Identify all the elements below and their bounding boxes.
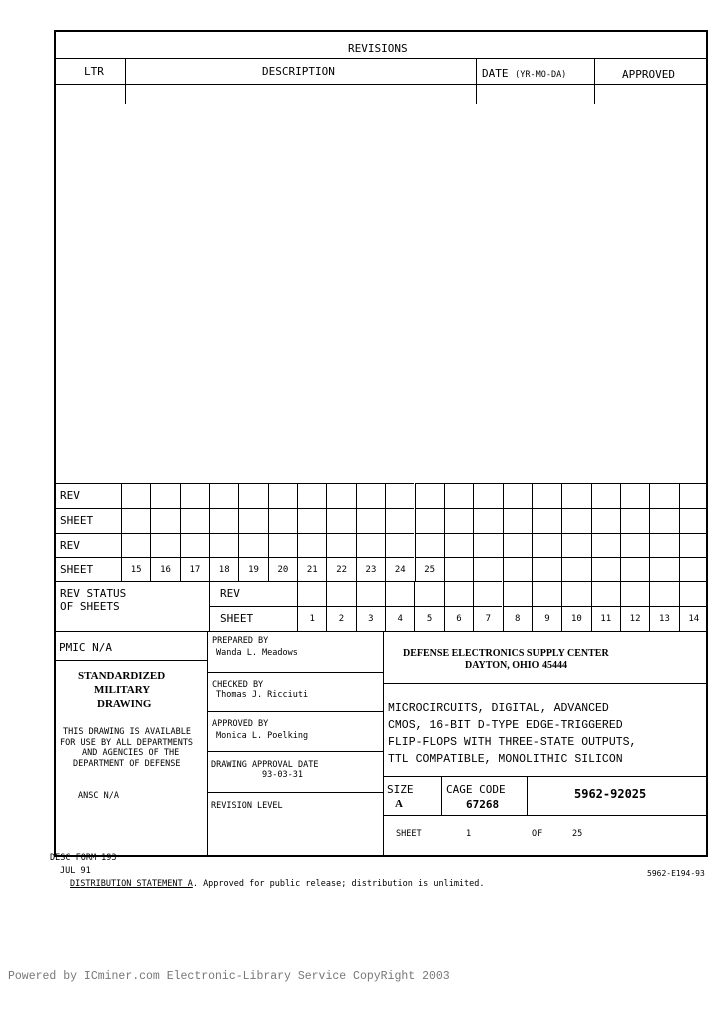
rev-cell <box>209 483 238 508</box>
rev-cell <box>444 483 473 508</box>
rev-cell <box>591 508 620 533</box>
sheet-number-cell: 4 <box>385 606 414 631</box>
rev-cell <box>356 581 385 606</box>
sheet-number-cell: 11 <box>591 606 620 631</box>
of-label: OF <box>532 829 543 839</box>
sheet-label: SHEET <box>396 829 422 839</box>
distribution-label: DISTRIBUTION STATEMENT A <box>70 879 193 889</box>
drawing-number: 5962-92025 <box>574 787 647 801</box>
divider <box>527 776 528 815</box>
rev-cell <box>532 533 561 557</box>
rev-cell <box>121 508 150 533</box>
sheet-number-cell: 5 <box>414 606 443 631</box>
rev-cell <box>620 483 649 508</box>
prepared-label: PREPARED BY <box>212 636 269 646</box>
sheet-number-cell: 14 <box>679 606 708 631</box>
rev-cell <box>503 483 532 508</box>
rev-cell <box>620 533 649 557</box>
rev-cell <box>532 508 561 533</box>
divider <box>55 58 708 59</box>
rev-cell <box>180 508 209 533</box>
divider <box>207 792 383 793</box>
sheet-number-cell: 21 <box>297 557 326 581</box>
rev-cell <box>150 483 179 508</box>
rev-cell <box>591 581 620 606</box>
rev-cell <box>415 508 444 533</box>
rev-cell <box>503 581 532 606</box>
sheet-number-cell: 18 <box>209 557 238 581</box>
rev-cell <box>444 557 473 581</box>
sheet-number-cell: 15 <box>121 557 150 581</box>
title-line-2: CMOS, 16-BIT D-TYPE EDGE-TRIGGERED <box>388 719 623 732</box>
rev-cell <box>679 581 708 606</box>
divider <box>207 751 383 752</box>
rev-cell <box>473 581 502 606</box>
rev-cell <box>121 483 150 508</box>
rev-cell <box>415 483 444 508</box>
sheet-number-cell: 8 <box>503 606 532 631</box>
rev-cell <box>620 581 649 606</box>
sheet-label: SHEET <box>209 606 297 631</box>
revision-level-label: REVISION LEVEL <box>211 801 283 811</box>
sheet-number-cell: 16 <box>150 557 179 581</box>
approval-date: 93-03-31 <box>262 770 303 780</box>
form-number: DESC FORM 193 <box>50 853 117 863</box>
rev-cell <box>532 557 561 581</box>
title-line-4: TTL COMPATIBLE, MONOLITHIC SILICON <box>388 753 623 766</box>
avail-2: FOR USE BY ALL DEPARTMENTS <box>60 738 194 748</box>
rev-label: REV <box>209 581 297 606</box>
rev-cell <box>532 483 561 508</box>
divider <box>207 672 383 673</box>
sheet-number-cell: 6 <box>444 606 473 631</box>
size-label: SIZE <box>387 783 414 796</box>
rev-cell <box>473 508 502 533</box>
rev-cell <box>385 533 414 557</box>
sheet-number-cell: 10 <box>561 606 590 631</box>
sheet-number-cell: 13 <box>649 606 678 631</box>
std-line-2: MILITARY <box>94 684 151 696</box>
divider <box>594 58 595 104</box>
rev-cell <box>385 483 414 508</box>
title-line-3: FLIP-FLOPS WITH THREE-STATE OUTPUTS, <box>388 736 637 749</box>
rev-cell <box>268 508 297 533</box>
sheet-number-cell: 17 <box>180 557 209 581</box>
column-date <box>482 67 566 80</box>
rev-status-text: OF SHEETS <box>60 600 120 613</box>
approved-by: Monica L. Poelking <box>216 731 309 741</box>
sheet-number-cell: 2 <box>326 606 355 631</box>
divider <box>207 631 208 856</box>
rev-cell <box>679 483 708 508</box>
document-code: 5962-E194-93 <box>647 869 705 878</box>
divider <box>476 58 477 104</box>
form-date: JUL 91 <box>60 866 91 876</box>
size-value: A <box>395 798 403 810</box>
rev-cell <box>326 483 355 508</box>
avail-1: THIS DRAWING IS AVAILABLE <box>63 727 191 737</box>
rev-cell <box>150 533 179 557</box>
sheet-number-cell: 22 <box>326 557 355 581</box>
rev-cell <box>649 557 678 581</box>
rev-cell <box>268 483 297 508</box>
column-approved: APPROVED <box>622 68 675 81</box>
checked-label: CHECKED BY <box>212 680 264 690</box>
rev-cell <box>591 533 620 557</box>
sheet-number-cell: 23 <box>356 557 385 581</box>
sheet-number-cell: 12 <box>620 606 649 631</box>
rev-cell <box>679 557 708 581</box>
rev-cell <box>415 533 444 557</box>
rev-status-label <box>55 581 209 631</box>
rev-cell <box>649 581 678 606</box>
rev-cell <box>649 508 678 533</box>
rev-cell <box>414 581 443 606</box>
rev-cell <box>444 581 473 606</box>
sheet-number-cell: 3 <box>356 606 385 631</box>
sheet-total: 25 <box>572 829 583 839</box>
divider <box>55 660 207 661</box>
agency-name: DEFENSE ELECTRONICS SUPPLY CENTER <box>403 648 609 659</box>
sheet-number-cell: 9 <box>532 606 561 631</box>
rev-cell <box>591 557 620 581</box>
rev-cell <box>326 581 355 606</box>
rev-cell <box>591 483 620 508</box>
std-line-1: STANDARDIZED <box>78 670 166 682</box>
rev-cell <box>679 508 708 533</box>
sheet-number-cell: 24 <box>385 557 414 581</box>
rev-cell <box>532 581 561 606</box>
column-ltr: LTR <box>84 65 104 78</box>
rev-cell <box>620 508 649 533</box>
divider <box>55 631 708 632</box>
divider <box>125 58 126 104</box>
rev-cell <box>238 533 267 557</box>
rev-cell <box>356 483 385 508</box>
approval-date-label: DRAWING APPROVAL DATE <box>211 760 319 770</box>
rev-status-text: REV STATUS <box>60 587 127 600</box>
rev-cell <box>150 508 179 533</box>
row-label: REV <box>55 533 121 557</box>
title-line-1: MICROCIRCUITS, DIGITAL, ADVANCED <box>388 702 609 715</box>
rev-cell <box>121 533 150 557</box>
rev-cell <box>503 508 532 533</box>
rev-cell <box>503 533 532 557</box>
column-description: DESCRIPTION <box>262 65 335 78</box>
rev-cell <box>473 557 502 581</box>
rev-cell <box>356 508 385 533</box>
agency-address: DAYTON, OHIO 45444 <box>465 660 567 671</box>
rev-cell <box>620 557 649 581</box>
sheet-number-cell: 25 <box>415 557 444 581</box>
ansc: ANSC N/A <box>78 791 119 801</box>
revisions-title: REVISIONS <box>348 42 408 55</box>
approved-label: APPROVED BY <box>212 719 269 729</box>
divider <box>207 711 383 712</box>
date-format: (YR-MO-DA) <box>515 70 567 80</box>
avail-4: DEPARTMENT OF DEFENSE <box>73 759 181 769</box>
rev-cell <box>561 483 590 508</box>
rev-cell <box>268 533 297 557</box>
rev-cell <box>356 533 385 557</box>
divider <box>383 631 384 856</box>
rev-cell <box>473 533 502 557</box>
watermark: Powered by ICminer.com Electronic-Library Service CopyRight 2003 <box>8 970 450 983</box>
rev-cell <box>649 533 678 557</box>
rev-cell <box>209 508 238 533</box>
sheet-number-cell: 1 <box>297 606 326 631</box>
pmic: PMIC N/A <box>59 641 112 654</box>
distribution-text: . Approved for public release; distribution is unlimited. <box>192 879 485 889</box>
rev-cell <box>561 581 590 606</box>
avail-3: AND AGENCIES OF THE <box>82 748 180 758</box>
rev-cell <box>385 508 414 533</box>
distribution-statement <box>70 879 485 889</box>
sheet-number: 1 <box>466 829 472 839</box>
rev-cell <box>444 508 473 533</box>
divider <box>383 815 708 816</box>
row-label: REV <box>55 483 121 508</box>
divider <box>383 776 708 777</box>
std-line-3: DRAWING <box>97 698 152 710</box>
rev-cell <box>679 533 708 557</box>
rev-cell <box>209 533 238 557</box>
rev-cell <box>561 508 590 533</box>
rev-cell <box>297 508 326 533</box>
divider <box>383 683 708 684</box>
rev-cell <box>444 533 473 557</box>
rev-cell <box>297 483 326 508</box>
rev-cell <box>180 533 209 557</box>
rev-cell <box>297 581 326 606</box>
divider <box>55 84 708 85</box>
rev-cell <box>561 557 590 581</box>
sheet-number-cell: 19 <box>238 557 267 581</box>
rev-cell <box>385 581 414 606</box>
sheet-number-cell: 7 <box>473 606 502 631</box>
prepared-by: Wanda L. Meadows <box>216 648 298 658</box>
rev-cell <box>297 533 326 557</box>
rev-cell <box>180 483 209 508</box>
rev-cell <box>326 508 355 533</box>
cage-label: CAGE CODE <box>446 783 506 796</box>
sheet-number-cell: 20 <box>268 557 297 581</box>
rev-cell <box>238 483 267 508</box>
rev-cell <box>326 533 355 557</box>
rev-cell <box>238 508 267 533</box>
row-label: SHEET <box>55 508 121 533</box>
checked-by: Thomas J. Ricciuti <box>216 690 309 700</box>
row-label: SHEET <box>55 557 121 581</box>
rev-cell <box>503 557 532 581</box>
date-label: DATE <box>482 67 509 80</box>
divider <box>441 776 442 815</box>
rev-cell <box>649 483 678 508</box>
rev-cell <box>473 483 502 508</box>
rev-cell <box>561 533 590 557</box>
cage-value: 67268 <box>466 798 500 811</box>
